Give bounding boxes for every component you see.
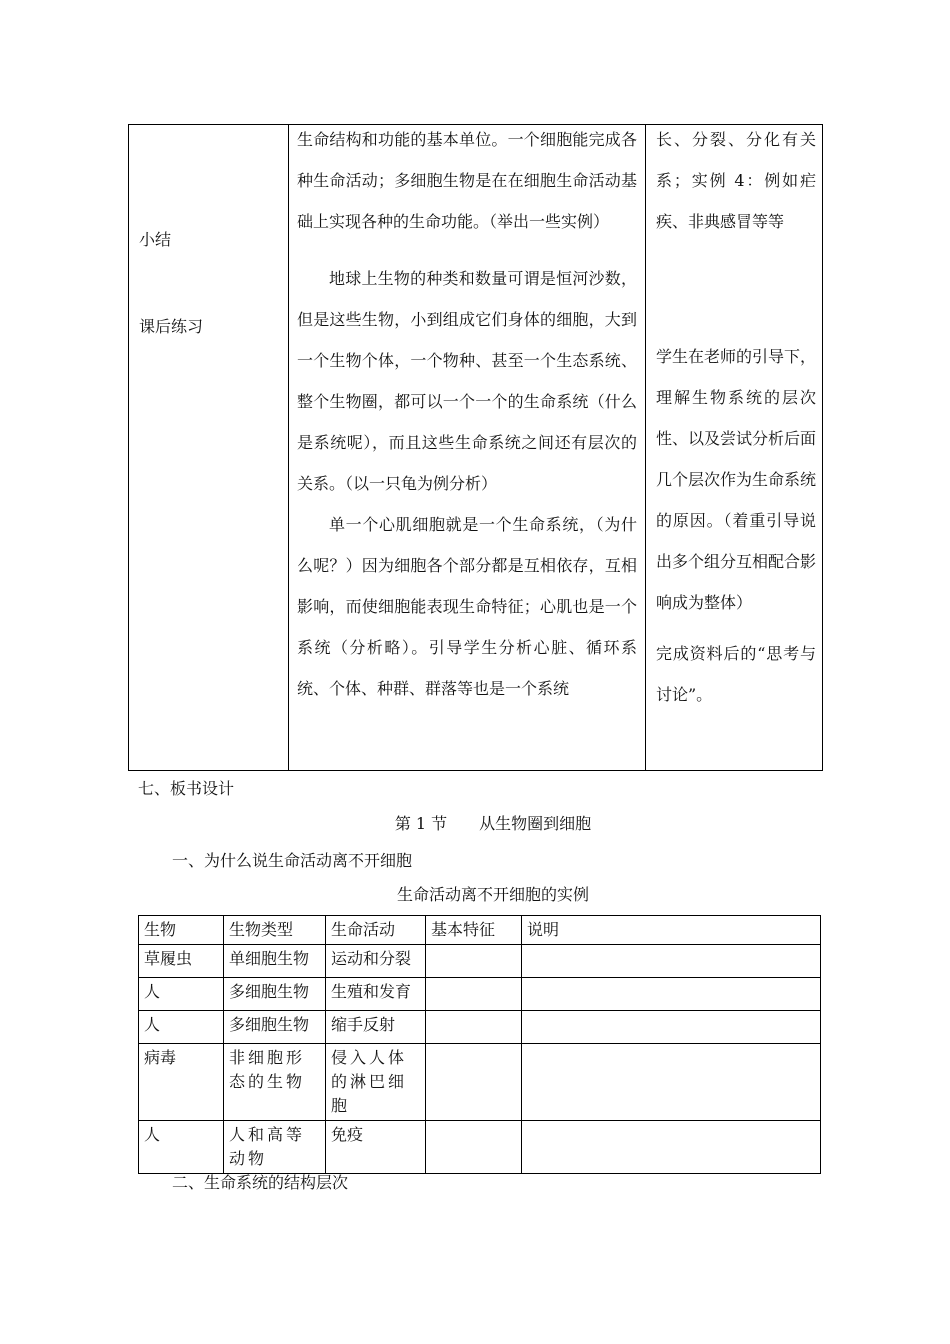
- column-divider: [645, 125, 646, 770]
- table-cell: 侵入人体的淋巴细胞: [326, 1044, 426, 1121]
- table-cell: 单细胞生物: [224, 945, 326, 978]
- table-cell: [522, 945, 821, 978]
- table-cell: 生殖和发育: [326, 978, 426, 1011]
- table-cell: 多细胞生物: [224, 1011, 326, 1044]
- cardiac-cell-paragraph: 单一个心肌细胞就是一个生命系统，（为什么呢？）因为细胞各个部分都是互相依存，互相影响，而使细胞能表现生命特征；心肌也是一个系统（分析略）。引导学生分析心脏、循环系统、个体、种群、群落等也是一个系统: [297, 515, 637, 698]
- life-system-paragraph: 地球上生物的种类和数量可谓是恒河沙数，但是这些生物，小到组成它们身体的细胞，大到一个生物个体，一个物种、甚至一个生态系统、整个生物圈，都可以一个一个的生命系统（什么是系统呢），而且这些生命系统之间还有层次的关系。（以一只龟为例分析）: [297, 269, 637, 493]
- table-cell: 人: [139, 1011, 224, 1044]
- table-cell: 人和高等动物: [224, 1121, 326, 1174]
- table-cell: [522, 1121, 821, 1174]
- table-header-row: [139, 916, 821, 945]
- examples-text: 长、分裂、分化有关系；实例 4：例如疟疾、非典感冒等等: [656, 130, 816, 231]
- header-cell: 基本特征: [426, 916, 522, 945]
- header-cell: 生物: [139, 916, 224, 945]
- table-cell: [426, 945, 522, 978]
- part-two-heading: 二、生命系统的结构层次: [172, 1173, 349, 1192]
- board-design-heading: 七、板书设计: [138, 779, 235, 798]
- header-cell: 生物类型: [224, 916, 326, 945]
- part-one-heading: 一、为什么说生命活动离不开细胞: [172, 851, 413, 870]
- table-cell: 缩手反射: [326, 1011, 426, 1044]
- teacher-activity-text: [297, 119, 637, 709]
- student-guidance-text: 学生在老师的引导下，理解生物系统的层次性、以及尝试分析后面几个层次作为生命系统的原因。（着重引导说出多个组分互相配合影响成为整体）: [656, 347, 817, 612]
- row-label-summary: 小结: [139, 230, 172, 249]
- table-cell: [522, 1044, 821, 1121]
- table-cell: 人: [139, 1121, 224, 1174]
- table-cell: 草履虫: [139, 945, 224, 978]
- table-row: [139, 1044, 821, 1121]
- section-title: 第 1 节 从生物圈到细胞: [394, 814, 592, 833]
- table-cell: [522, 1011, 821, 1044]
- table-cell: 运动和分裂: [326, 945, 426, 978]
- table-cell: 免疫: [326, 1121, 426, 1174]
- discussion-text: 完成资料后的“思考与讨论”。: [656, 644, 816, 704]
- table-caption: 生命活动离不开细胞的实例: [396, 885, 589, 904]
- summary-text: 生命结构和功能的基本单位。一个细胞能完成各种生命活动；多细胞生物是在在细胞生命活动基础上实现各种的生命功能。（举出一些实例）: [297, 130, 637, 231]
- table-cell: 人: [139, 978, 224, 1011]
- header-cell: 说明: [522, 916, 821, 945]
- table-cell: [426, 1044, 522, 1121]
- header-cell: 生命活动: [326, 916, 426, 945]
- table-cell: 病毒: [139, 1044, 224, 1121]
- lesson-table: [128, 124, 823, 771]
- table-cell: 非细胞形态的生物: [224, 1044, 326, 1121]
- table-cell: [522, 978, 821, 1011]
- table-cell: [426, 1011, 522, 1044]
- column-divider: [288, 125, 289, 770]
- row-label-homework: 课后练习: [139, 317, 204, 336]
- table-cell: 多细胞生物: [224, 978, 326, 1011]
- table-row: [139, 945, 821, 978]
- table-row: [139, 1121, 821, 1174]
- table-cell: [426, 978, 522, 1011]
- table-row: [139, 1011, 821, 1044]
- table-row: [139, 978, 821, 1011]
- student-activity-text: [656, 119, 816, 715]
- table-cell: [426, 1121, 522, 1174]
- examples-table: [138, 915, 821, 1174]
